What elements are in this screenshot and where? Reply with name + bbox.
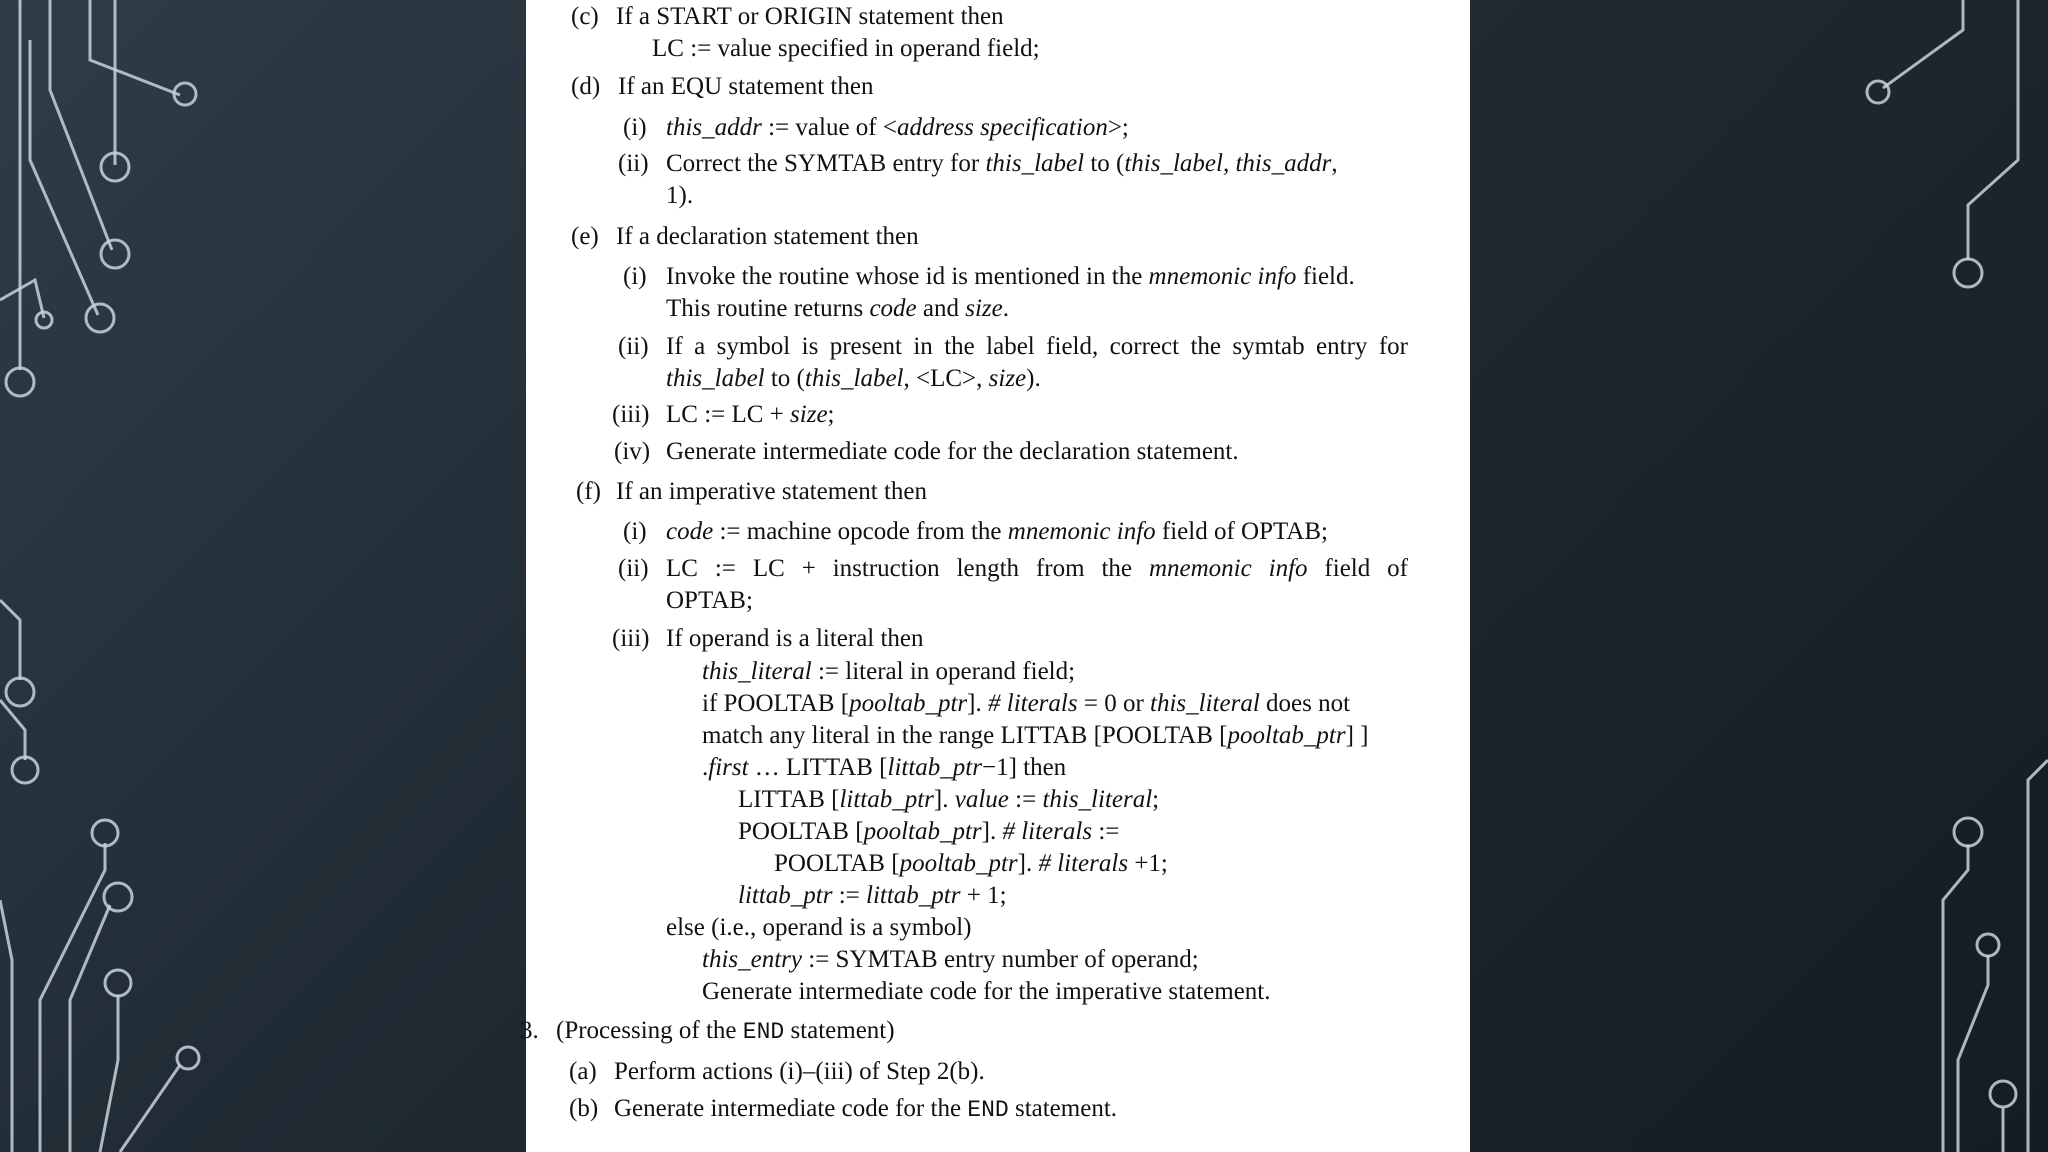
item-label: (b) [569,1095,599,1122]
document-line: POOLTAB [pooltab_ptr]. # literals := [738,818,1120,845]
document-line: this_literal := literal in operand field; [702,658,1076,685]
document-line: Perform actions (i)–(iii) of Step 2(b). [614,1058,985,1085]
document-line: If an EQU statement then [618,73,874,100]
document-line: LC := LC + instruction length from the mnemonic info field of [666,555,1408,582]
item-label: (f) [576,478,601,505]
document-line: this_addr := value of <address specification>; [666,114,1129,141]
document-line: LC := LC + size; [666,401,835,428]
document-line: littab_ptr := littab_ptr + 1; [738,882,1007,909]
document-line: LITTAB [littab_ptr]. value := this_literal; [738,786,1160,813]
document-line: LC := value specified in operand field; [652,35,1040,62]
item-label: (c) [571,3,599,30]
document-line: If a symbol is present in the label field, correct the symtab entry for [666,333,1408,360]
circuit-decoration-right [1788,0,2048,1152]
document-line: 1). [666,182,694,209]
item-label: (i) [623,114,647,141]
document-line: Invoke the routine whose id is mentioned in the mnemonic info field. [666,263,1355,290]
item-label: 3. [520,1017,539,1044]
document-line: If operand is a literal then [666,625,924,652]
document-line: If an imperative statement then [616,478,927,505]
document-line: if POOLTAB [pooltab_ptr]. # literals = 0 or this_literal does not [702,690,1351,717]
item-label: (ii) [618,555,649,582]
circuit-decoration-left [0,0,260,1152]
item-label: (ii) [618,333,649,360]
document-line: Generate intermediate code for the declaration statement. [666,438,1239,465]
item-label: (iii) [612,625,650,652]
document-line: This routine returns code and size. [666,295,1009,322]
item-label: (i) [623,263,647,290]
item-label: (ii) [618,150,649,177]
document-line: OPTAB; [666,587,753,614]
item-label: (i) [623,518,647,545]
document-line: else (i.e., operand is a symbol) [666,914,972,941]
document-line: Generate intermediate code for the imperative statement. [702,978,1271,1005]
document-line: code := machine opcode from the mnemonic info field of OPTAB; [666,518,1328,545]
item-label: (a) [569,1058,597,1085]
document-line: Correct the SYMTAB entry for this_label to (this_label, this_addr, [666,150,1338,177]
document-line: this_label to (this_label, <LC>, size). [666,365,1041,392]
item-label: (iv) [614,438,651,465]
document-line: this_entry := SYMTAB entry number of operand; [702,946,1199,973]
document-line: .first … LITTAB [littab_ptr−1] then [702,754,1067,781]
document-line: (Processing of the END statement) [556,1017,895,1045]
document-line: If a START or ORIGIN statement then [616,3,1004,30]
document-line: match any literal in the range LITTAB [POOLTAB [pooltab_ptr] ] [702,722,1369,749]
item-label: (iii) [612,401,650,428]
document-page [520,0,1470,1152]
document-line: Generate intermediate code for the END statement. [614,1095,1118,1123]
item-label: (e) [571,223,599,250]
item-label: (d) [571,73,601,100]
document-line: If a declaration statement then [616,223,919,250]
document-line: POOLTAB [pooltab_ptr]. # literals +1; [774,850,1168,877]
